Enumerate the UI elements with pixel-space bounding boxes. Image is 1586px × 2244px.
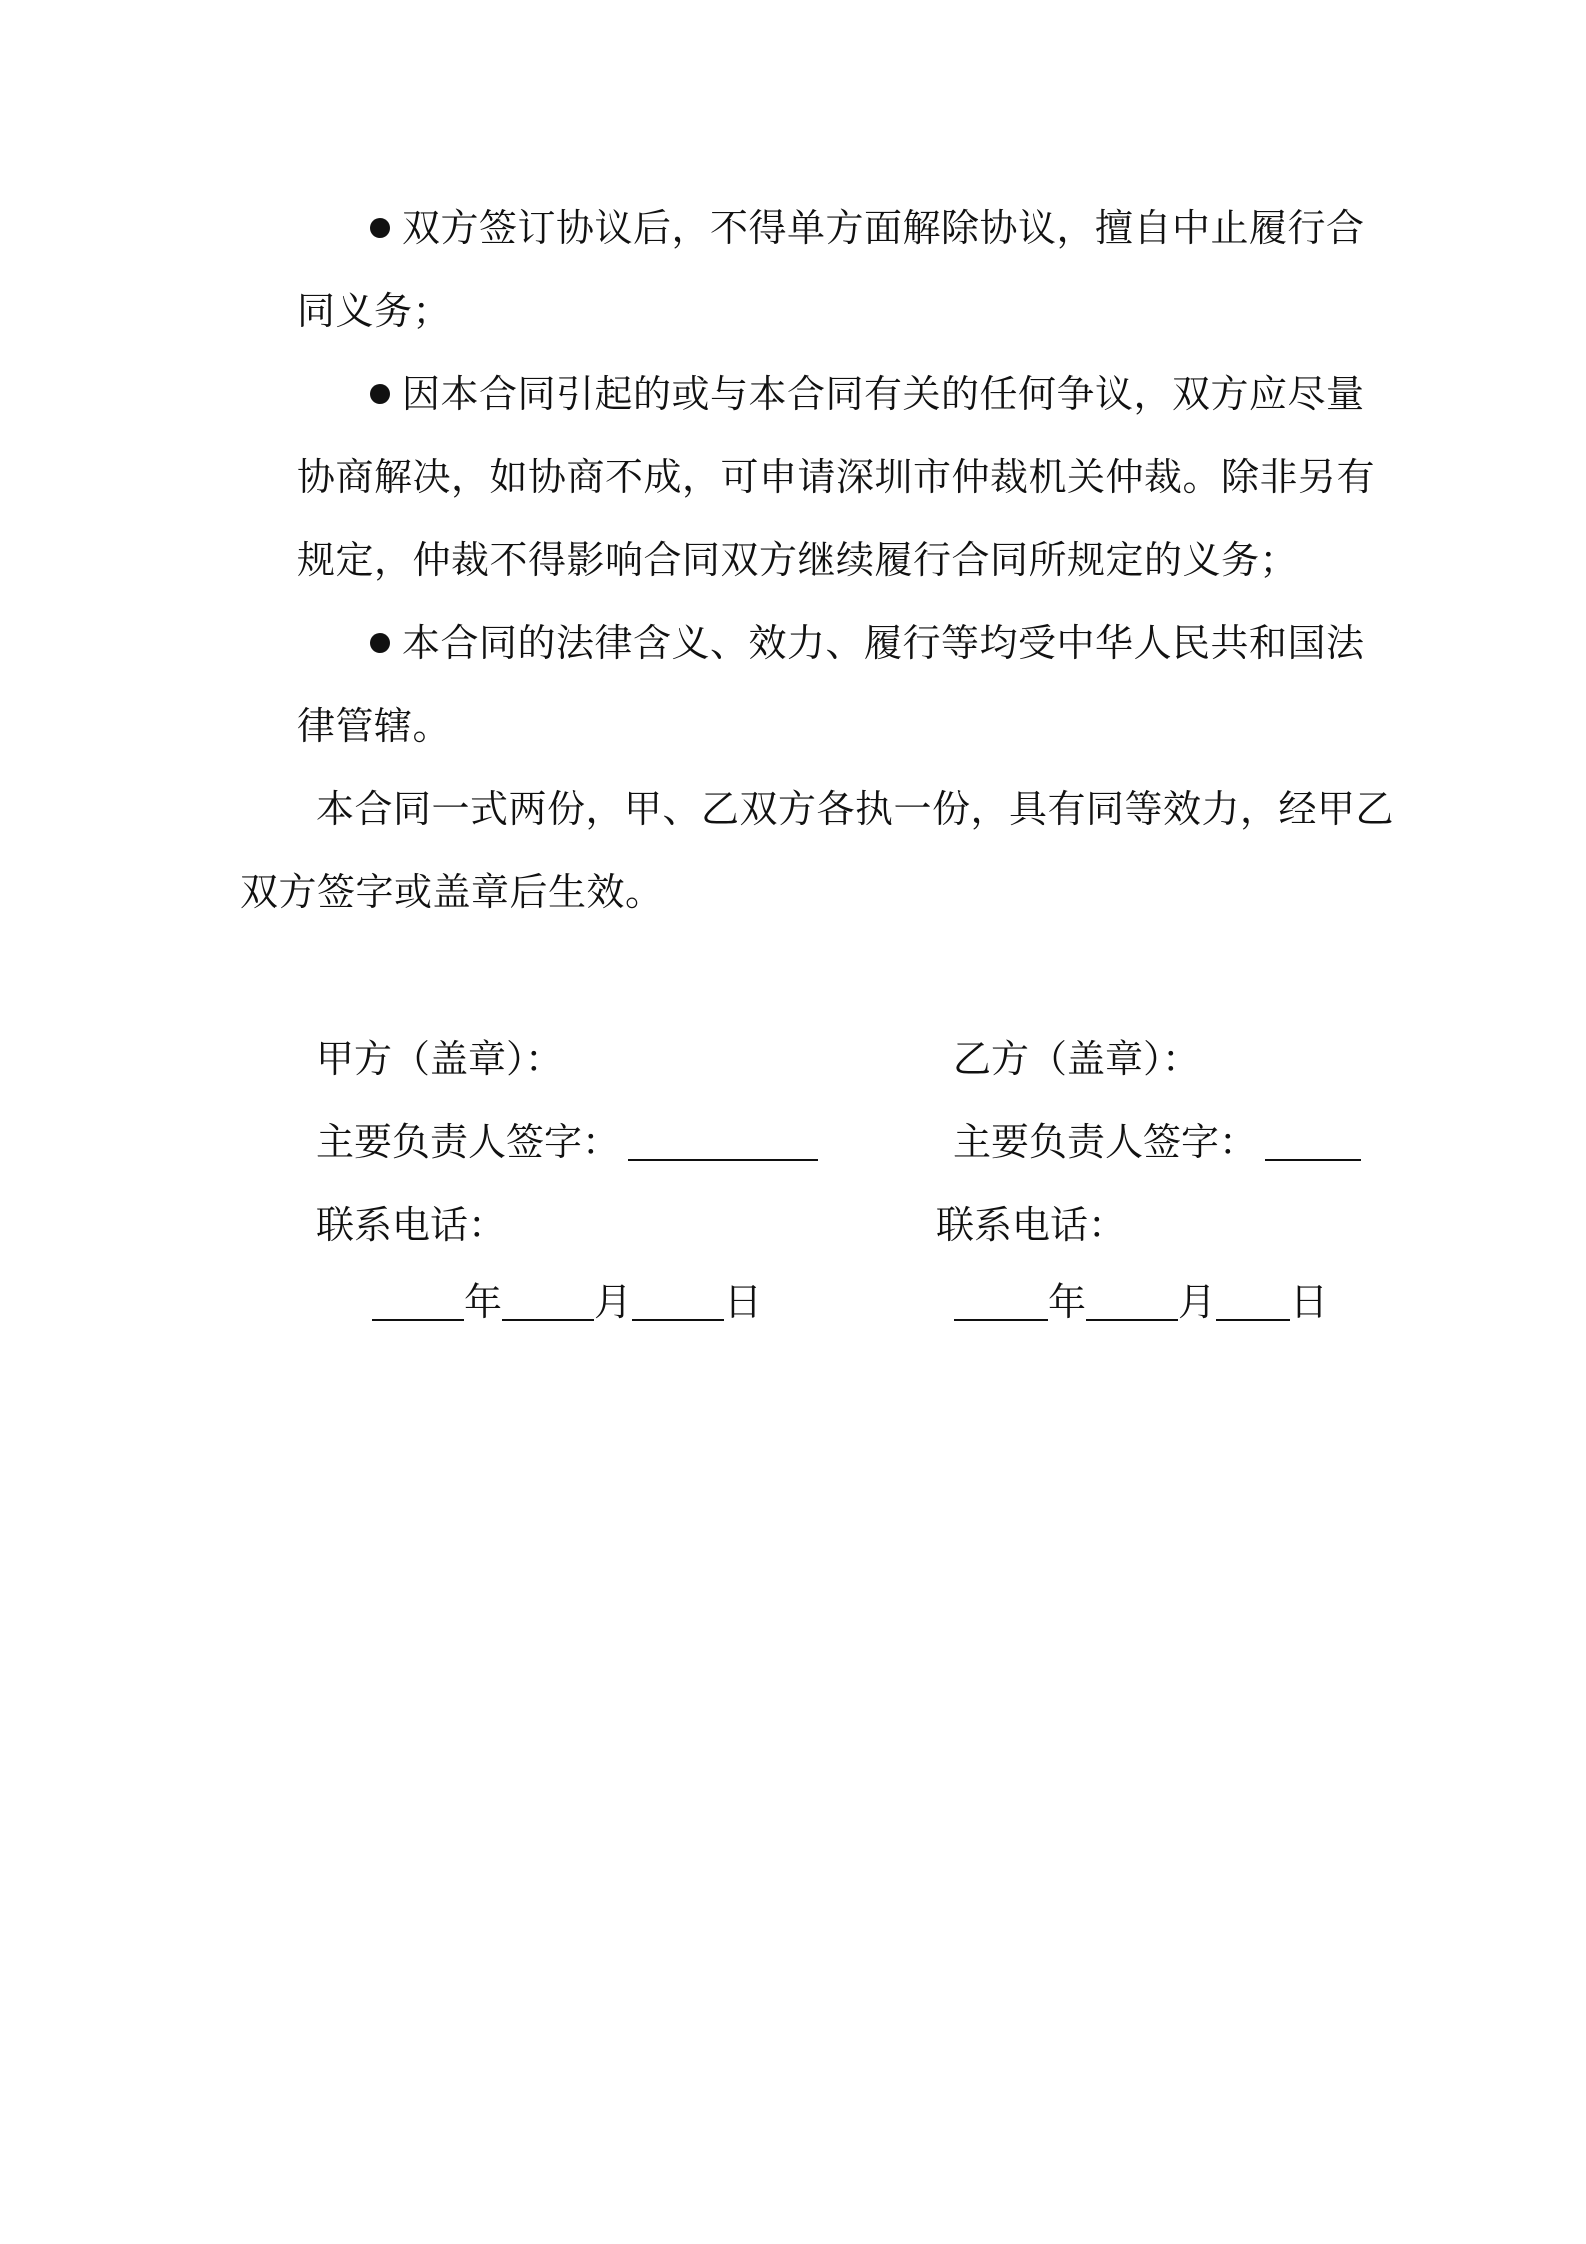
party-a-phone-label: 联系电话： (316, 1203, 507, 1247)
bullet-icon (370, 633, 390, 653)
party-a-signer-row (316, 1116, 818, 1168)
party-a-day-label: 日 (724, 1280, 763, 1324)
party-b-signer-row (953, 1116, 1361, 1168)
clause-3-line-1: 本合同的法律含义、效力、履行等均受中华人民共和国法 (370, 617, 1353, 669)
party-b-day-label: 日 (1290, 1280, 1329, 1324)
closing-line-2: 双方签字或盖章后生效。 (240, 870, 664, 914)
clause-2-line-3: 规定，仲裁不得影响合同双方继续履行合同所规定的义务； (297, 538, 1299, 582)
party-a-year-blank[interactable] (372, 1289, 464, 1321)
closing-line-1: 本合同一式两份，甲、乙双方各执一份，具有同等效力，经甲乙 (316, 787, 1395, 831)
party-b-month-blank[interactable] (1086, 1289, 1178, 1321)
clause-2-line-2: 协商解决，如协商不成，可申请深圳市仲裁机关仲裁。除非另有 (297, 455, 1376, 499)
party-a-signer-label: 主要负责人签字： (316, 1120, 621, 1164)
party-a-month-label: 月 (594, 1280, 633, 1324)
party-a-day-blank[interactable] (632, 1289, 724, 1321)
clause-3-line-2: 律管辖。 (297, 704, 452, 748)
party-b-title: 乙方（盖章）： (953, 1037, 1201, 1081)
clause-2-line-1: 因本合同引起的或与本合同有关的任何争议，双方应尽量 (370, 368, 1353, 420)
clause-1-line-2: 同义务； (297, 289, 452, 333)
bullet-icon (370, 384, 390, 404)
party-b-date-row (954, 1276, 1328, 1328)
clause-1-line-1: 双方签订协议后，不得单方面解除协议，擅自中止履行合 (370, 202, 1353, 254)
party-a-title: 甲方（盖章）： (316, 1037, 564, 1081)
party-a-signature-blank[interactable] (628, 1129, 818, 1161)
party-b-day-blank[interactable] (1216, 1289, 1290, 1321)
party-a-year-label: 年 (464, 1280, 503, 1324)
party-b-month-label: 月 (1178, 1280, 1217, 1324)
party-a-month-blank[interactable] (502, 1289, 594, 1321)
party-b-year-blank[interactable] (954, 1289, 1048, 1321)
party-b-signer-label: 主要负责人签字： (953, 1120, 1258, 1164)
party-b-signature-blank[interactable] (1265, 1129, 1361, 1161)
party-a-date-row (372, 1276, 762, 1328)
party-b-year-label: 年 (1048, 1280, 1087, 1324)
bullet-icon (370, 218, 390, 238)
party-b-phone-label: 联系电话： (936, 1203, 1127, 1247)
